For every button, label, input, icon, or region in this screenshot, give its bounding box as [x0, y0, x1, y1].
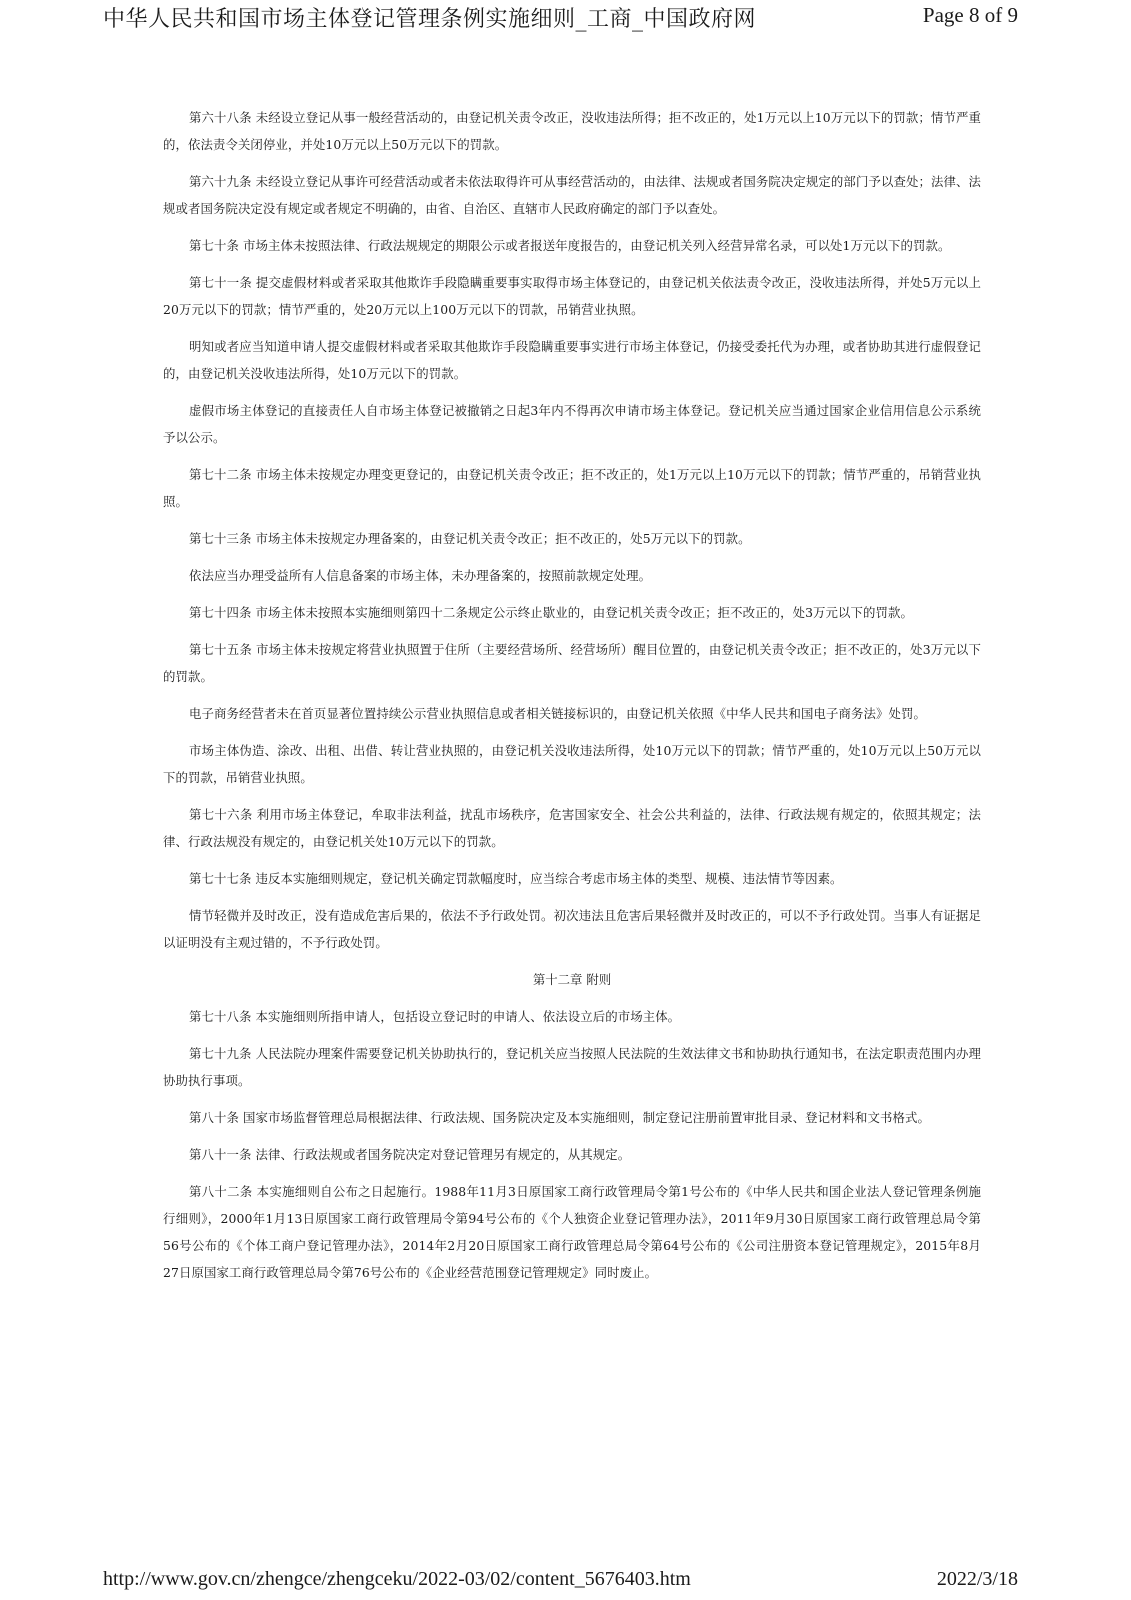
article-paragraph: 市场主体伪造、涂改、出租、出借、转让营业执照的，由登记机关没收违法所得，处10万元以下的罚款；情节严重的，处10万元以上50万元以下的罚款，吊销营业执照。	[163, 743, 981, 785]
article-paragraph: 电子商务经营者未在首页显著位置持续公示营业执照信息或者相关链接标识的，由登记机关依照《中华人民共和国电子商务法》处罚。	[189, 706, 926, 721]
document-body	[163, 104, 981, 1296]
article-paragraph: 第七十七条 违反本实施细则规定，登记机关确定罚款幅度时，应当综合考虑市场主体的类型、规模、违法情节等因素。	[189, 871, 843, 886]
article-paragraph: 第七十一条 提交虚假材料或者采取其他欺诈手段隐瞒重要事实取得市场主体登记的，由登记机关依法责令改正，没收违法所得，并处5万元以上20万元以下的罚款；情节严重的，处20万元以上100万元以下的罚款，吊销营业执照。	[163, 275, 981, 317]
article-paragraph: 第七十二条 市场主体未按规定办理变更登记的，由登记机关责令改正；拒不改正的，处1万元以上10万元以下的罚款；情节严重的，吊销营业执照。	[163, 467, 981, 509]
article-paragraph: 明知或者应当知道申请人提交虚假材料或者采取其他欺诈手段隐瞒重要事实进行市场主体登记，仍接受委托代为办理，或者协助其进行虚假登记的，由登记机关没收违法所得，处10万元以下的罚款。	[163, 339, 981, 381]
chapter-heading: 第十二章 附则	[532, 972, 612, 987]
article-paragraph: 情节轻微并及时改正，没有造成危害后果的，依法不予行政处罚。初次违法且危害后果轻微并及时改正的，可以不予行政处罚。当事人有证据足以证明没有主观过错的，不予行政处罚。	[163, 908, 981, 950]
article-paragraph: 第七十九条 人民法院办理案件需要登记机关协助执行的，登记机关应当按照人民法院的生效法律文书和协助执行通知书，在法定职责范围内办理协助执行事项。	[163, 1046, 981, 1088]
article-paragraph: 第七十五条 市场主体未按规定将营业执照置于住所（主要经营场所、经营场所）醒目位置的，由登记机关责令改正；拒不改正的，处3万元以下的罚款。	[163, 642, 981, 684]
article-paragraph: 第七十三条 市场主体未按规定办理备案的，由登记机关责令改正；拒不改正的，处5万元以下的罚款。	[189, 531, 751, 546]
article-paragraph: 第八十条 国家市场监督管理总局根据法律、行政法规、国务院决定及本实施细则，制定登记注册前置审批目录、登记材料和文书格式。	[189, 1110, 930, 1125]
source-url: http://www.gov.cn/zhengce/zhengceku/2022-03/02/content_5676403.htm	[103, 1568, 691, 1590]
page-header	[0, 0, 1131, 34]
article-paragraph: 第七十条 市场主体未按照法律、行政法规规定的期限公示或者报送年度报告的，由登记机关列入经营异常名录，可以处1万元以下的罚款。	[189, 238, 951, 253]
article-paragraph: 第七十六条 利用市场主体登记，牟取非法利益，扰乱市场秩序，危害国家安全、社会公共利益的，法律、行政法规有规定的，依照其规定；法律、行政法规没有规定的，由登记机关处10万元以下的罚款。	[163, 807, 981, 849]
article-paragraph: 依法应当办理受益所有人信息备案的市场主体，未办理备案的，按照前款规定处理。	[189, 568, 652, 583]
article-paragraph: 第七十四条 市场主体未按照本实施细则第四十二条规定公示终止歇业的，由登记机关责令改正；拒不改正的，处3万元以下的罚款。	[189, 605, 913, 620]
article-paragraph: 第八十一条 法律、行政法规或者国务院决定对登记管理另有规定的，从其规定。	[189, 1147, 631, 1162]
page-footer	[0, 1568, 1131, 1600]
document-title: 中华人民共和国市场主体登记管理条例实施细则_工商_中国政府网	[103, 7, 757, 32]
article-paragraph: 虚假市场主体登记的直接责任人自市场主体登记被撤销之日起3年内不得再次申请市场主体登记。登记机关应当通过国家企业信用信息公示系统予以公示。	[163, 403, 981, 445]
article-paragraph: 第六十八条 未经设立登记从事一般经营活动的，由登记机关责令改正，没收违法所得；拒不改正的，处1万元以上10万元以下的罚款；情节严重的，依法责令关闭停业，并处10万元以上50万元以下的罚款。	[163, 110, 981, 152]
article-paragraph: 第八十二条 本实施细则自公布之日起施行。1988年11月3日原国家工商行政管理局令第1号公布的《中华人民共和国企业法人登记管理条例施行细则》，2000年1月13日原国家工商行政管理局令第94号公布的《个人独资企业登记管理办法》，2011年9月30日原国家工商行政管理总局令第56号公布的《个体工商户登记管理办法》，2014年2月20日原国家工商行政管理总局令第64号公布的《公司注册资本登记管理规定》，2015年8月27日原国家工商行政管理总局令第76号公布的《企业经营范围登记管理规定》同时废止。	[163, 1184, 981, 1280]
page-indicator: Page 8 of 9	[922, 3, 1018, 27]
print-date: 2022/3/18	[936, 1568, 1018, 1590]
article-paragraph: 第六十九条 未经设立登记从事许可经营活动或者未依法取得许可从事经营活动的，由法律、法规或者国务院决定规定的部门予以查处；法律、法规或者国务院决定没有规定或者规定不明确的，由省、自治区、直辖市人民政府确定的部门予以查处。	[163, 174, 981, 216]
article-paragraph: 第七十八条 本实施细则所指申请人，包括设立登记时的申请人、依法设立后的市场主体。	[189, 1009, 681, 1024]
